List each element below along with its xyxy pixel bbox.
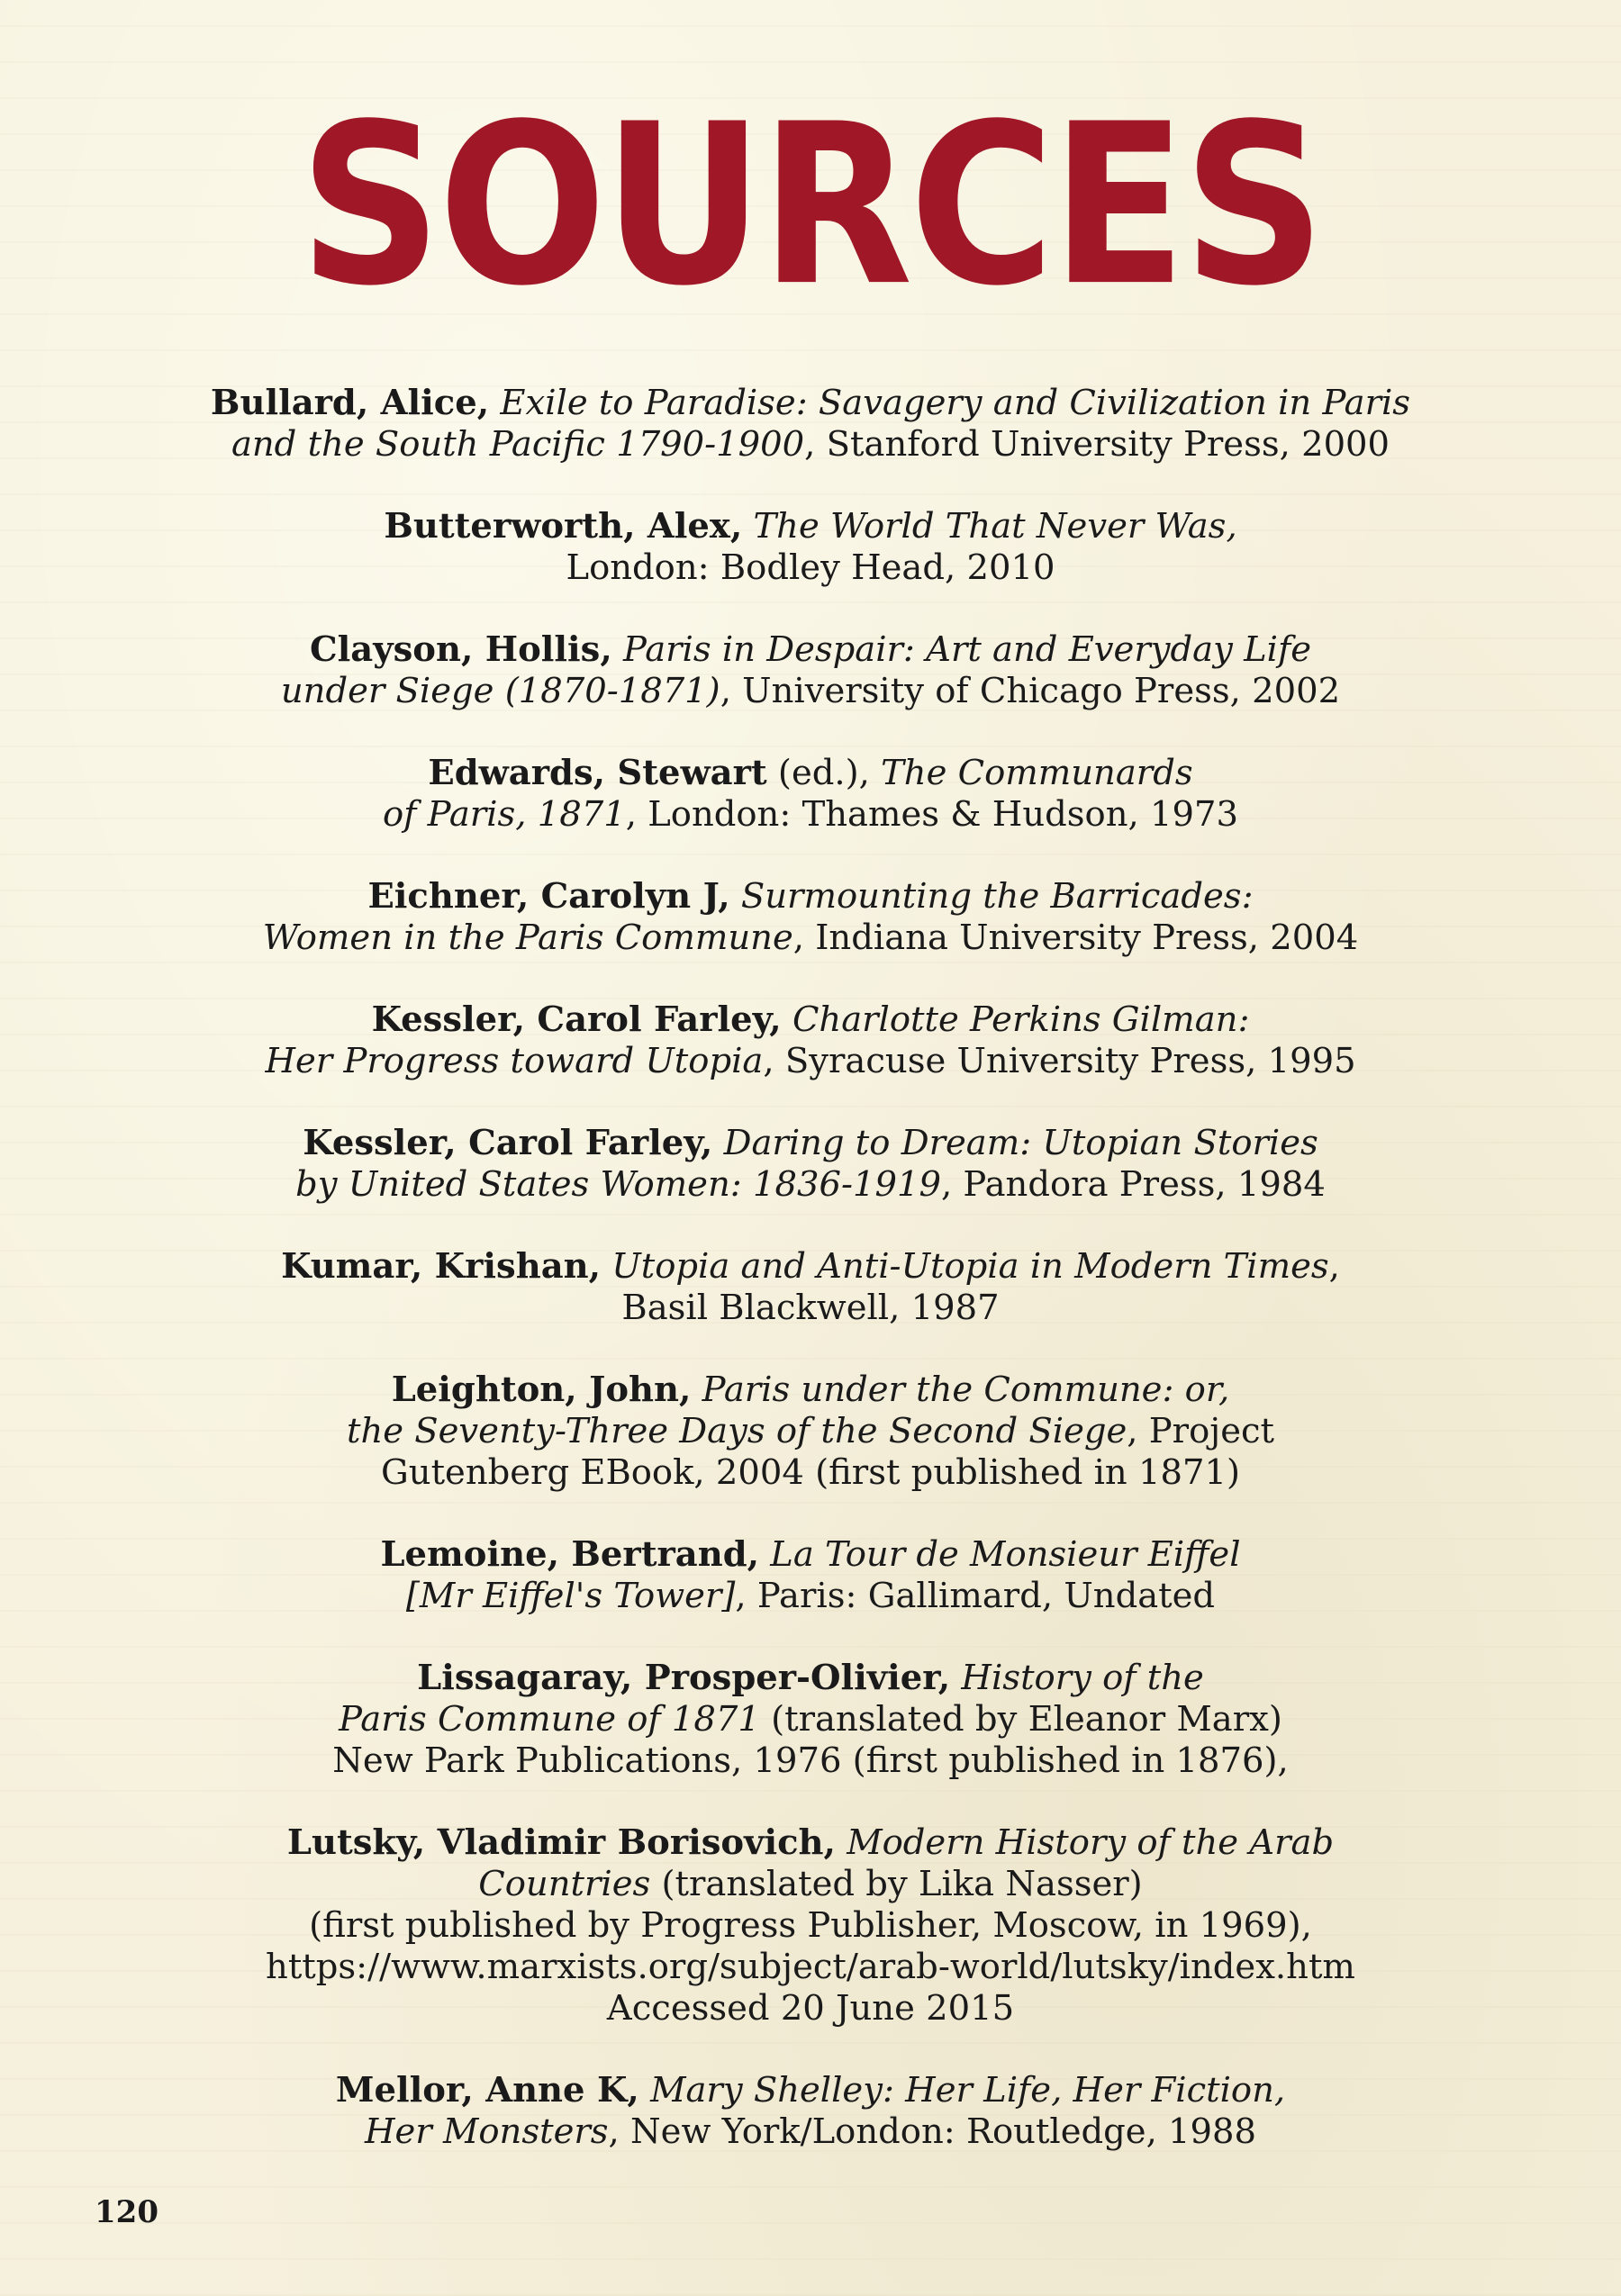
entry-title-text: Her Progress toward Utopia — [265, 1041, 764, 1081]
entry-text: (translated by Lika Nasser) — [650, 1864, 1143, 1904]
page-number: 120 — [95, 2194, 158, 2230]
source-entry — [180, 999, 1441, 1082]
entry-title-text: by United States Women: 1836-1919 — [295, 1164, 941, 1205]
entry-title-text: La Tour de Monsieur Eiffel — [770, 1534, 1241, 1575]
source-entry — [180, 1123, 1441, 1206]
entry-author: Eichner, Carolyn J, — [367, 876, 730, 917]
source-entry — [180, 2070, 1441, 2153]
entry-title-text: Daring to Dream: Utopian Stories — [723, 1123, 1318, 1163]
page-title: SOURCES — [299, 76, 1322, 335]
entry-author: Lemoine, Bertrand, — [380, 1534, 760, 1575]
entry-text: , Project — [1127, 1411, 1275, 1451]
entry-title-text: Utopia and Anti-Utopia in Modern Times — [611, 1246, 1329, 1287]
entry-title-text: Countries — [478, 1864, 651, 1904]
entry-title-text: of Paris, 1871 — [382, 794, 626, 835]
entry-title-text: History of the — [961, 1658, 1204, 1698]
source-entry — [180, 1658, 1441, 1782]
entry-text: New Park Publications, 1976 (first published in 1876), — [332, 1740, 1289, 1781]
entry-text: London: Bodley Head, 2010 — [566, 547, 1055, 588]
entry-author: Kumar, Krishan, — [281, 1246, 602, 1287]
entry-author: Leighton, John, — [391, 1369, 692, 1410]
entry-text: Gutenberg EBook, 2004 (first published in 1871) — [381, 1452, 1240, 1493]
entry-text: (ed.), — [777, 753, 882, 793]
entry-title-text: The Communards — [881, 753, 1193, 793]
entry-author: Lutsky, Vladimir Borisovich, — [286, 1822, 836, 1863]
entry-title-text: under Siege (1870-1871) — [280, 671, 720, 711]
entry-text: https://www.marxists.org/subject/arab-world/lutsky/index.htm — [266, 1947, 1355, 1987]
entry-author: Kessler, Carol Farley, — [303, 1123, 713, 1163]
entry-title-text: Her Monsters — [364, 2111, 609, 2152]
entry-title-text: Paris under the Commune: or, — [702, 1369, 1230, 1410]
entry-title-text: The World That Never Was, — [753, 506, 1237, 547]
source-entry — [180, 1534, 1441, 1617]
source-entry — [180, 753, 1441, 836]
entry-title-text: [Mr Eiffel's Tower] — [405, 1576, 736, 1616]
entry-author: Kessler, Carol Farley, — [371, 999, 782, 1040]
entry-text: , Paris: Gallimard, Undated — [735, 1576, 1216, 1616]
entry-text: (translated by Eleanor Marx) — [759, 1699, 1282, 1740]
entry-text: (first published by Progress Publisher, Moscow, in 1969), — [309, 1905, 1312, 1946]
entry-title-text: Mary Shelley: Her Life, Her Fiction, — [650, 2070, 1286, 2111]
entry-author: Lissagaray, Prosper-Olivier, — [417, 1658, 951, 1698]
entry-title-text: Paris in Despair: Art and Everyday Life — [623, 629, 1311, 670]
entry-title-text: Women in the Paris Commune — [262, 917, 793, 958]
entry-text: Basil Blackwell, 1987 — [621, 1288, 1000, 1328]
source-entry — [180, 506, 1441, 589]
entry-text: Accessed 20 June 2015 — [606, 1988, 1015, 2029]
entry-text: , New York/London: Routledge, 1988 — [608, 2111, 1257, 2152]
entry-text: , — [1328, 1246, 1340, 1287]
source-entry — [180, 876, 1441, 959]
entry-text: , University of Chicago Press, 2002 — [720, 671, 1341, 711]
source-entry — [180, 1369, 1441, 1494]
entry-text: , Syracuse University Press, 1995 — [763, 1041, 1356, 1081]
source-entry — [180, 1822, 1441, 2029]
source-entry — [180, 629, 1441, 712]
entry-text: , Stanford University Press, 2000 — [804, 424, 1390, 465]
entry-text: , Pandora Press, 1984 — [940, 1164, 1326, 1205]
entry-text: , London: Thames & Hudson, 1973 — [625, 794, 1238, 835]
entry-title-text: Paris Commune of 1871 — [339, 1699, 760, 1740]
entry-author: Edwards, Stewart — [428, 753, 767, 793]
entry-text: , Indiana University Press, 2004 — [792, 917, 1359, 958]
entry-title-text: Surmounting the Barricades: — [740, 876, 1254, 917]
entry-title-text: and the South Pacific 1790-1900 — [231, 424, 805, 465]
entry-author: Mellor, Anne K, — [335, 2070, 639, 2111]
entry-author: Bullard, Alice, — [210, 383, 490, 423]
entry-title-text: Modern History of the Arab — [847, 1822, 1335, 1863]
entry-author: Butterworth, Alex, — [384, 506, 743, 547]
source-entry — [180, 383, 1441, 466]
sources-list — [180, 383, 1441, 2193]
entry-title-text: Exile to Paradise: Savagery and Civilization in Paris — [500, 383, 1411, 423]
entry-author: Clayson, Hollis, — [310, 629, 612, 670]
source-entry — [180, 1246, 1441, 1329]
entry-title-text: Charlotte Perkins Gilman: — [792, 999, 1250, 1040]
entry-title-text: the Seventy-Three Days of the Second Siege — [346, 1411, 1127, 1451]
